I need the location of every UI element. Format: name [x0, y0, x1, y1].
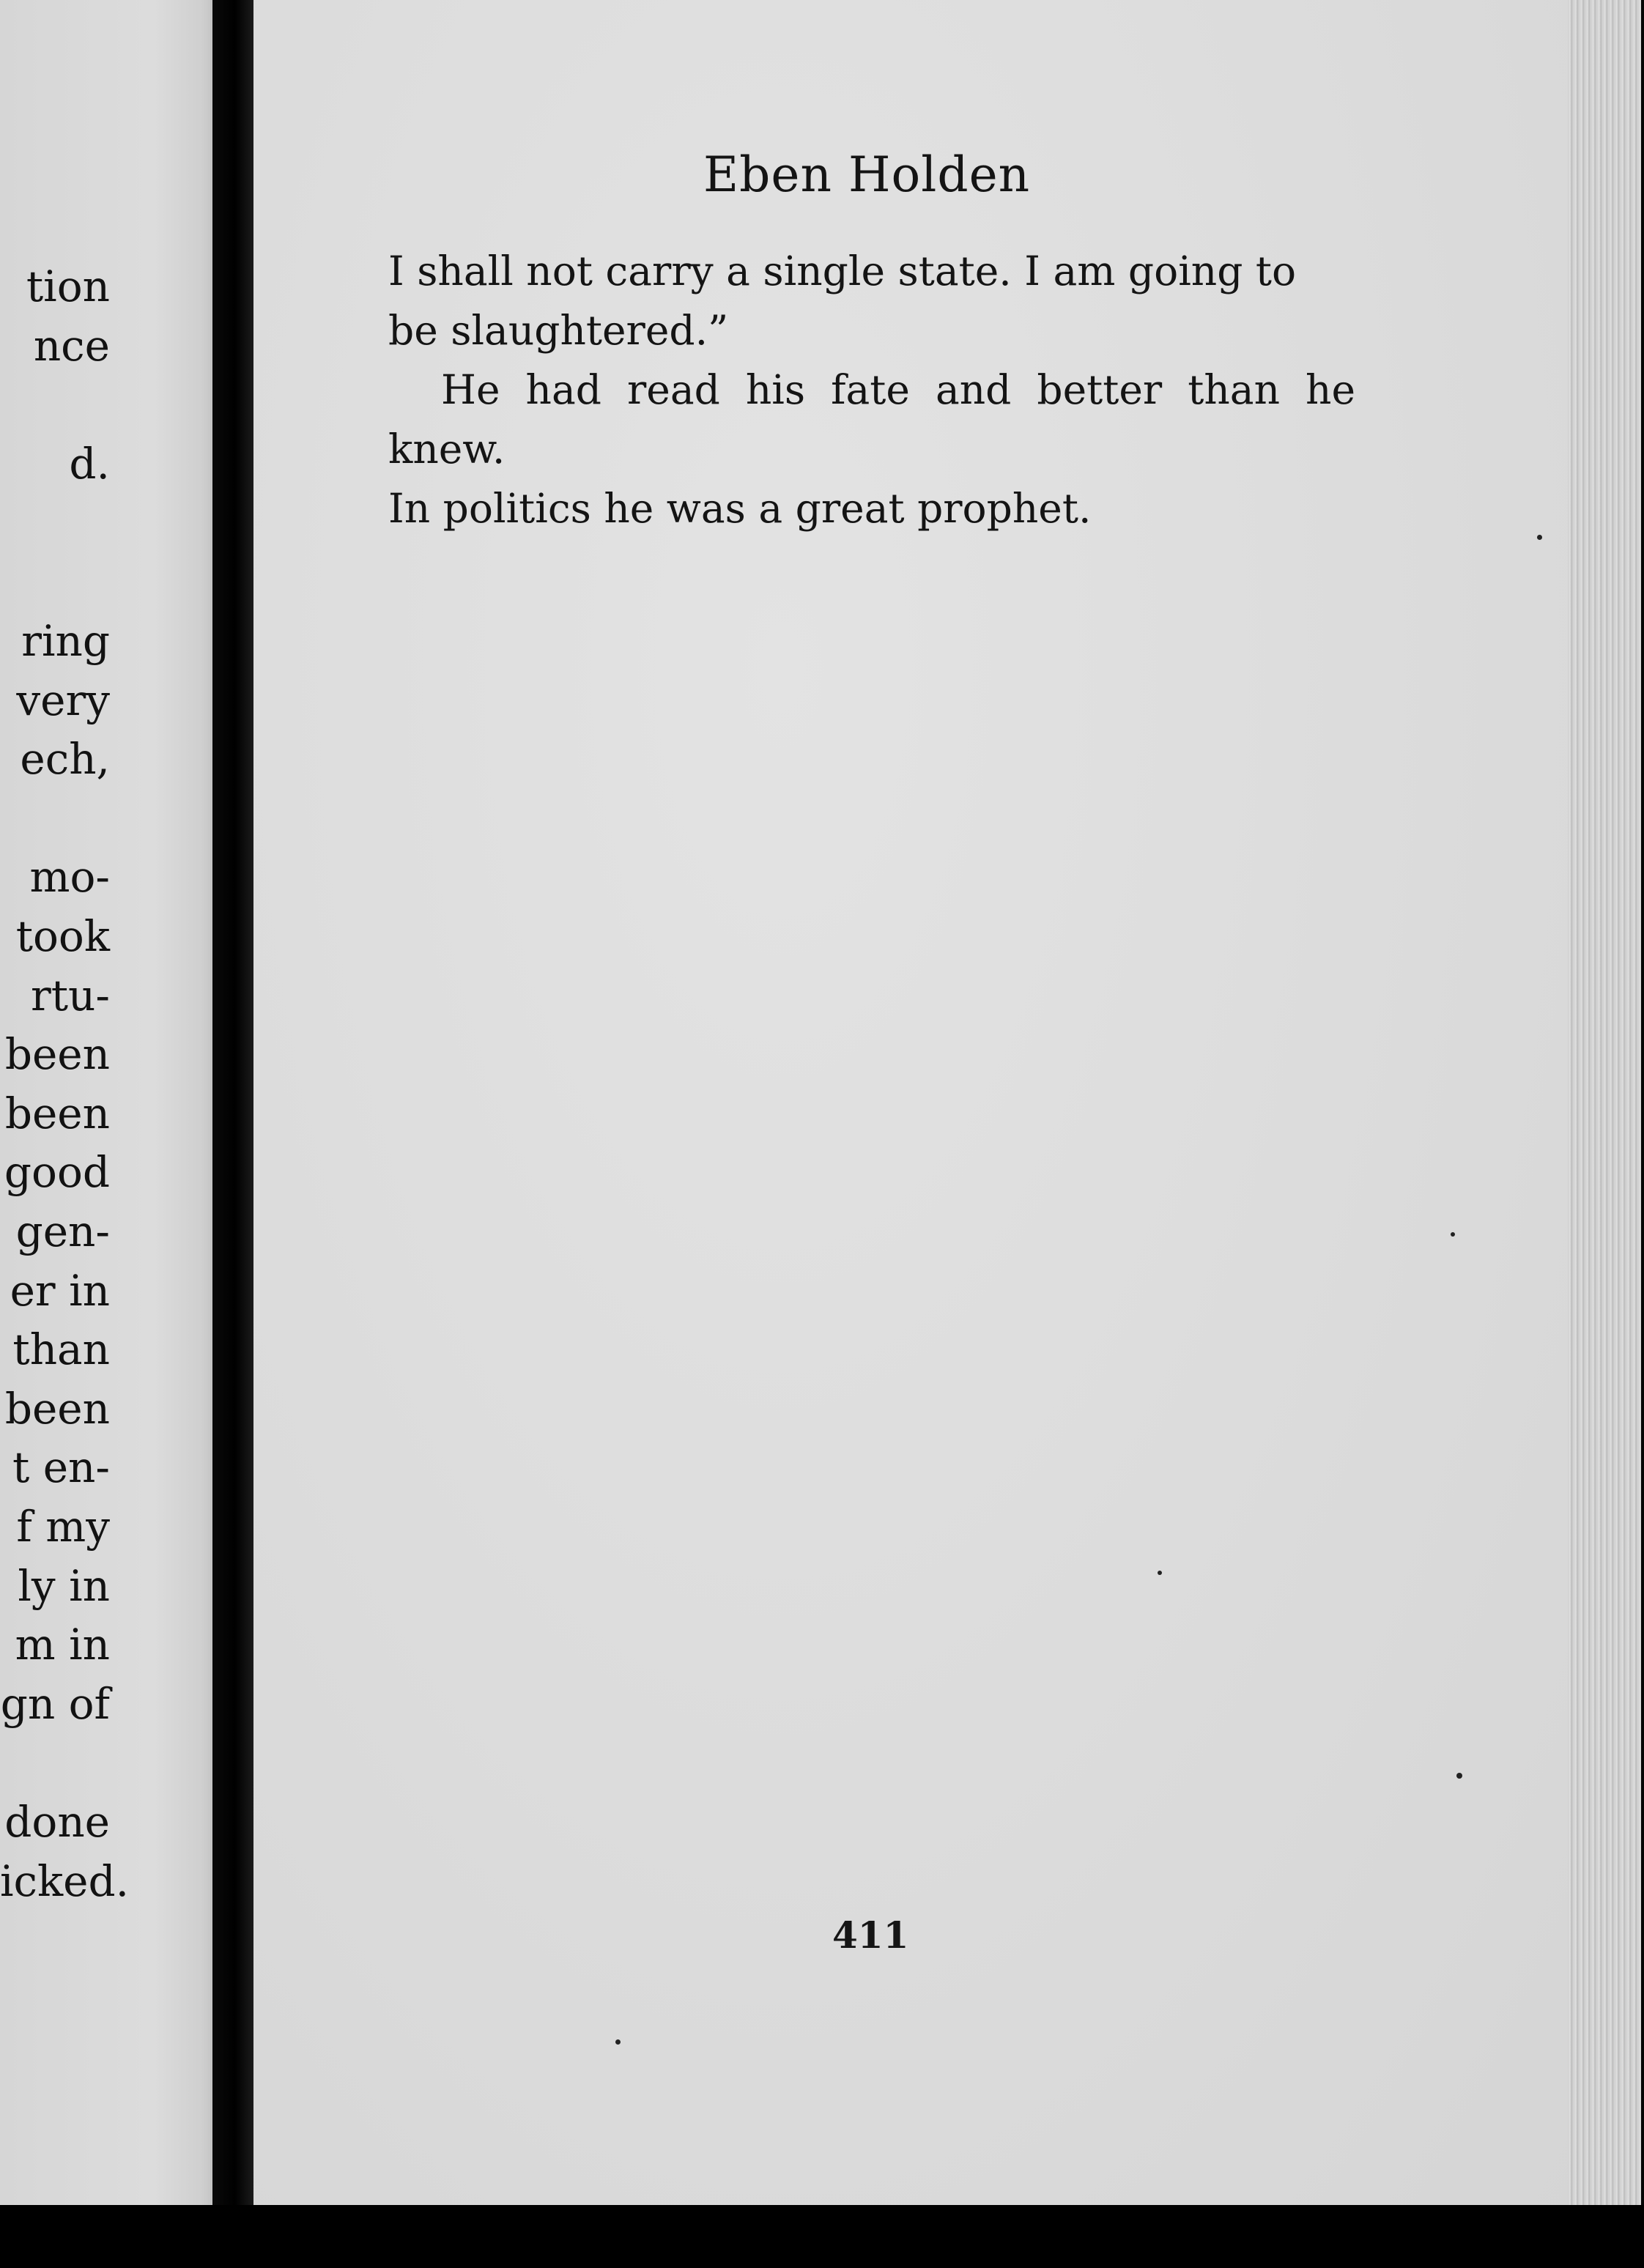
left-page-line: gen- [15, 1207, 110, 1256]
paragraph-1 [388, 242, 1355, 360]
text-line: be slaughtered.” [388, 307, 729, 354]
page-edges [1568, 0, 1641, 2227]
book-gutter [212, 0, 253, 2227]
left-page-line: m in [15, 1620, 110, 1670]
scan-speck [1537, 535, 1542, 540]
scan-speck [1451, 1232, 1455, 1237]
left-page-line: good [4, 1147, 110, 1197]
left-page-line: been [4, 1089, 110, 1138]
page-number: 411 [832, 1913, 909, 1957]
scan-speck [615, 2039, 621, 2045]
left-page-line: took [15, 911, 110, 961]
left-page-line: icked. [0, 1856, 130, 1906]
left-page-line: been [4, 1029, 110, 1079]
text-line: He had read his fate and better than he knew. [388, 366, 1355, 472]
left-page-line: tion [26, 262, 110, 311]
left-page-line: rtu- [31, 971, 110, 1020]
left-facing-page [0, 0, 220, 2205]
scan-bottom-border [0, 2205, 1644, 2268]
left-page-line: ly in [18, 1561, 110, 1611]
scan-speck [1158, 1571, 1162, 1575]
left-page-line: very [16, 675, 110, 725]
left-page-line: t en- [12, 1442, 110, 1492]
left-page-line: f my [16, 1502, 110, 1552]
left-page-line: nce [33, 321, 110, 371]
page-body-text [388, 242, 1355, 538]
text-line: I shall not carry a single state. I am going to [388, 248, 1297, 294]
left-page-line: been [4, 1384, 110, 1434]
running-head: Eben Holden [703, 147, 1031, 203]
scan-speck [1456, 1773, 1462, 1779]
left-page-line: d. [69, 439, 110, 489]
text-line: In politics he was a great prophet. [388, 485, 1092, 532]
left-page-line: gn of [0, 1679, 110, 1729]
left-page-line: than [12, 1324, 110, 1374]
left-page-line: mo- [29, 852, 110, 902]
left-page-line: done [4, 1797, 110, 1847]
left-page-line: er in [10, 1266, 110, 1316]
left-page-line: ech, [20, 734, 110, 784]
paragraph-2 [388, 360, 1355, 538]
left-page-line: ring [21, 616, 110, 666]
